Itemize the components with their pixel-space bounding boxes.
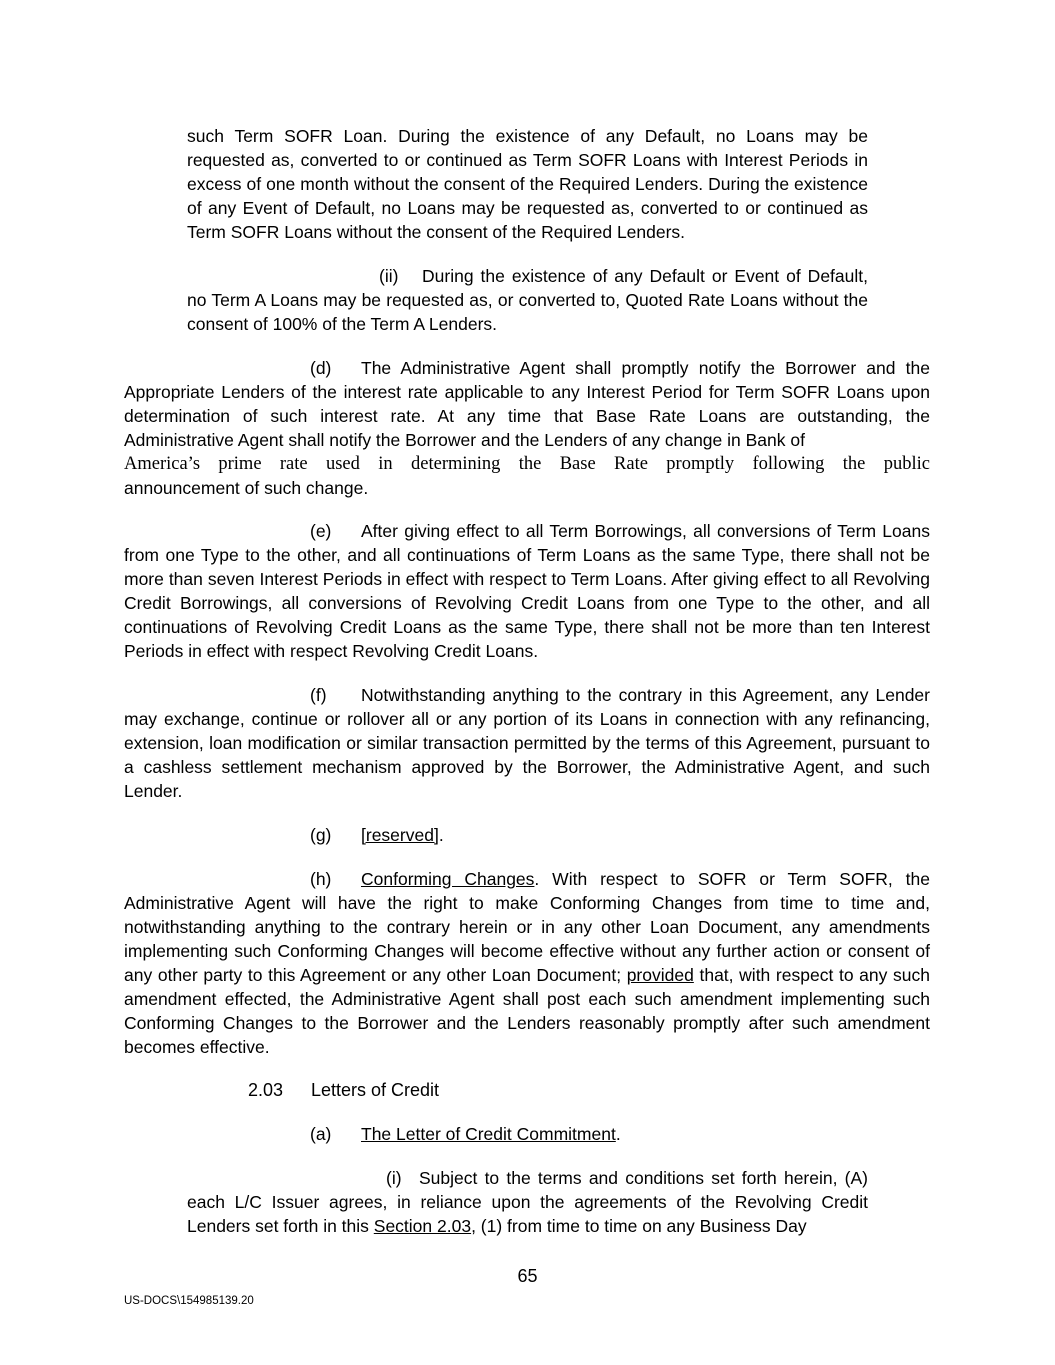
paragraph-d-text-c: announcement of such change.	[124, 478, 369, 498]
section-heading	[248, 1078, 439, 1102]
paragraph-e-text: After giving effect to all Term Borrowings, all conversions of Term Loans from one Type to the other, and all continuations of Term Loans as the same Type, there shall not be more than seven Interest Periods in effect with respect to Term Loans. After giving effect to all Revolving Credit Borrowings, all conversions of Revolving Credit Loans from one Type to the other, and all continuations of Revolving Credit Loans as the same Type, there shall not be more than ten Interest Periods in effect with respect Revolving Credit Loans.	[124, 521, 930, 661]
page-number: 65	[517, 1266, 538, 1286]
paragraph-e-label: (e)	[310, 521, 332, 541]
paragraph-e	[124, 519, 930, 663]
paragraph-i-label: (i)	[386, 1168, 402, 1188]
paragraph-h-title: Conforming Changes	[361, 869, 535, 889]
paragraph-d-line-serif	[124, 452, 930, 476]
paragraph-a-title: The Letter of Credit Commitment	[361, 1124, 616, 1144]
section-number: 2.03	[248, 1080, 284, 1100]
paragraph-f	[124, 683, 930, 803]
paragraph-f-label: (f)	[310, 685, 327, 705]
paragraph-d-text-b: America’s prime rate used in determining the Base Rate promptly following the public	[124, 454, 930, 474]
paragraph-g-label: (g)	[310, 825, 332, 845]
paragraph-c-continuation-text: such Term SOFR Loan. During the existence of any Default, no Loans may be requested as, converted to or continued as Term SOFR Loans with Interest Periods in excess of one month without the consent of the Required Lenders. During the existence of any Event of Default, no Loans may be requested as, converted to or continued as Term SOFR Loans without the consent of the Required Lenders.	[187, 126, 868, 242]
paragraph-d-text-a: The Administrative Agent shall promptly notify the Borrower and the Appropriate Lenders of the interest rate applicable to any Interest Period for Term SOFR Loans upon determination of such interest rate. At any time that Base Rate Loans are outstanding, the Administrative Agent shall notify the Borrower and the Lenders of any change in Bank of	[124, 358, 930, 450]
paragraph-d-label: (d)	[310, 358, 332, 378]
paragraph-a-suffix: .	[615, 1124, 621, 1144]
paragraph-h-text-b: that, with respect to any such amendment effected, the Administrative Agent shall post each such amendment implementing such Conforming Changes to the Borrower and the Lenders reasonably promptly after such amendment becomes effective.	[124, 965, 931, 1057]
paragraph-a-label: (a)	[310, 1124, 332, 1144]
paragraph-ii	[187, 264, 868, 336]
paragraph-i	[187, 1166, 868, 1238]
paragraph-ii-text: During the existence of any Default or Event of Default, no Term A Loans may be requested as, or converted to, Quoted Rate Loans without the consent of 100% of the Term A Lenders.	[187, 266, 868, 334]
section-title: Letters of Credit	[311, 1080, 440, 1100]
paragraph-i-text-a: Subject to the terms and conditions set forth herein, (A) each L/C Issuer agrees, in reliance upon the agreements of the Revolving Credit Lenders set forth in this	[187, 1168, 868, 1236]
paragraph-f-text: Notwithstanding anything to the contrary in this Agreement, any Lender may exchange, continue or rollover all or any portion of its Loans in connection with any refinancing, extension, loan modification or similar transaction permitted by the terms of this Agreement, pursuant to a cashless settlement mechanism approved by the Borrower, the Administrative Agent, and such Lender.	[124, 685, 930, 801]
document-id: US-DOCS\154985139.20	[124, 1295, 254, 1307]
section-2-03-link[interactable]: Section 2.03	[373, 1216, 472, 1236]
paragraph-h	[124, 867, 930, 1059]
paragraph-c-continuation	[187, 124, 868, 244]
paragraph-g-title: [reserved]	[361, 825, 439, 845]
paragraph-h-text-a: . With respect to SOFR or Term SOFR, the Administrative Agent will have the right to make Conforming Changes from time to time and, notwithstanding anything to the contrary herein or in any other Loan Document, any amendments implementing such Conforming Changes will become effective without any further action or consent of any other party to this Agreement or any other Loan Document;	[124, 869, 931, 985]
paragraph-d-last-line	[124, 476, 930, 500]
paragraph-h-label: (h)	[310, 869, 332, 889]
paragraph-a	[124, 1122, 930, 1146]
paragraph-i-text-b: , (1) from time to time on any Business Day	[471, 1216, 807, 1236]
paragraph-g-suffix: .	[438, 825, 444, 845]
paragraph-ii-label: (ii)	[379, 266, 399, 286]
paragraph-d	[124, 356, 930, 500]
paragraph-h-provided: provided	[626, 965, 694, 985]
paragraph-g	[124, 823, 930, 847]
